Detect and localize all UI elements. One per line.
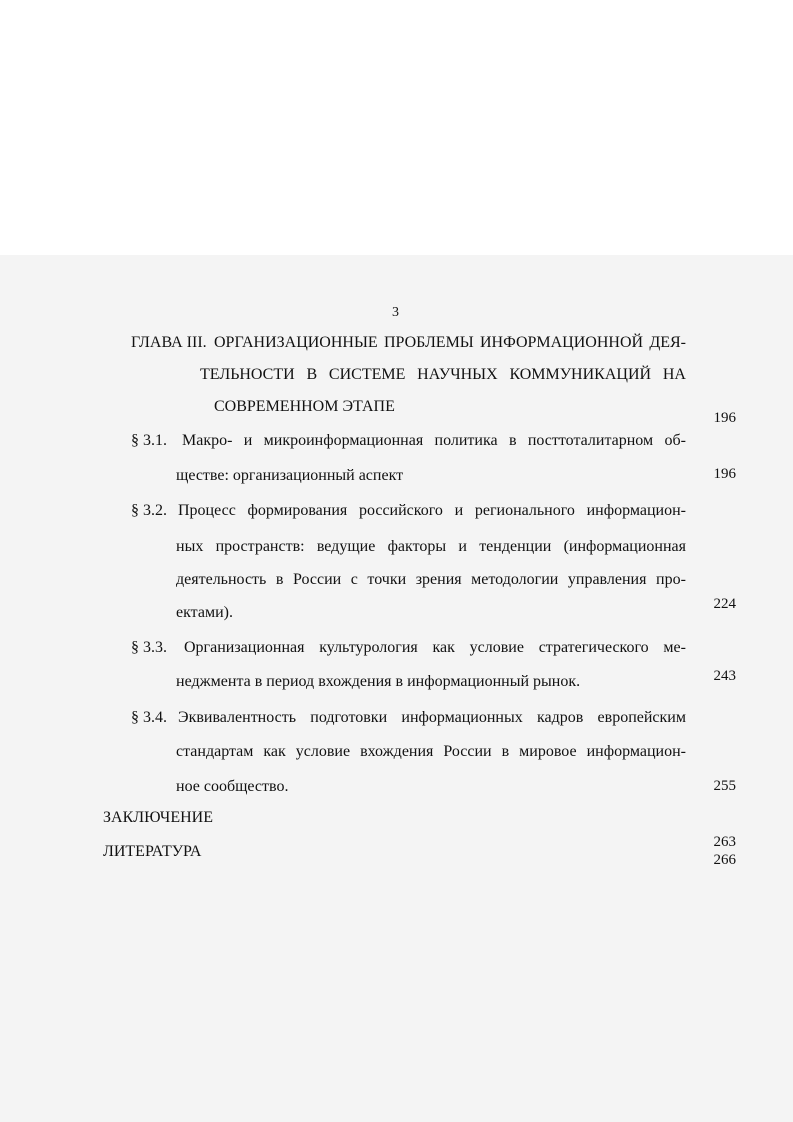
word: стандартам — [176, 743, 254, 760]
word: микроинформационная — [263, 432, 424, 449]
word: ДЕЯ- — [649, 334, 686, 351]
word: информацион- — [586, 502, 686, 519]
word: деятельность — [176, 571, 267, 588]
word: условие — [469, 639, 524, 656]
word: ПРОБЛЕМЫ — [383, 334, 474, 351]
word: ных — [176, 538, 204, 555]
section-title-line: ществе: организационный аспект — [176, 467, 404, 484]
conclusion-page-ref: 263 — [713, 834, 736, 850]
word: пространств: — [215, 538, 305, 555]
word: вхождения — [360, 743, 434, 760]
conclusion-label: ЗАКЛЮЧЕНИЕ — [103, 809, 213, 826]
chapter-page-ref: 196 — [713, 410, 736, 426]
word: посттоталитарном — [527, 432, 654, 449]
literature-label: ЛИТЕРАТУРА — [103, 843, 202, 860]
section-title-line — [176, 570, 686, 590]
word: кадров — [536, 709, 584, 726]
section-page-ref: 196 — [713, 466, 736, 482]
word: методологии — [471, 571, 559, 588]
word: России — [443, 743, 492, 760]
word: в — [275, 571, 284, 588]
word: российского — [358, 502, 443, 519]
section-number: § 3.3. — [131, 639, 167, 656]
section-title-line — [176, 537, 686, 557]
section-title-line — [178, 708, 686, 728]
word: подготовки — [310, 709, 388, 726]
word: об- — [664, 432, 686, 449]
word: в — [508, 432, 517, 449]
word: ОРГАНИЗАЦИОННЫЕ — [214, 334, 378, 351]
section-title-line — [184, 638, 686, 658]
word: политика — [434, 432, 498, 449]
word: В — [306, 366, 318, 383]
word: управления — [567, 571, 647, 588]
chapter-title-line-1 — [214, 333, 686, 353]
word: условие — [295, 743, 351, 760]
section-number: § 3.4. — [131, 709, 167, 726]
word: стратегического — [538, 639, 649, 656]
word: КОММУНИКАЦИЙ — [509, 366, 652, 383]
section-title-line: неджмента в период вхождения в информационный рынок. — [176, 673, 581, 690]
word: Процесс — [178, 502, 236, 519]
word: информационных — [401, 709, 523, 726]
word: НАУЧНЫХ — [417, 366, 498, 383]
word: как — [432, 639, 455, 656]
section-page-ref: 224 — [713, 596, 736, 612]
section-title-line: ектами). — [176, 604, 233, 621]
word: и — [243, 432, 253, 449]
chapter-label: ГЛАВА III. — [131, 334, 207, 351]
section-title-line: ное сообщество. — [176, 778, 289, 795]
word: Макро- — [182, 432, 233, 449]
word: России — [292, 571, 342, 588]
word: регионального — [474, 502, 575, 519]
word: НА — [662, 366, 686, 383]
word: европейским — [597, 709, 686, 726]
word: ИНФОРМАЦИОННОЙ — [480, 334, 644, 351]
word: тенденции — [479, 538, 552, 555]
section-title-line — [178, 501, 686, 521]
section-page-ref: 255 — [713, 778, 736, 794]
section-title-line — [182, 431, 686, 451]
word: формирования — [247, 502, 348, 519]
word: ТЕЛЬНОСТИ — [200, 366, 295, 383]
word: СИСТЕМЕ — [328, 366, 406, 383]
page-number: 3 — [392, 305, 399, 320]
word: и — [458, 538, 467, 555]
word: ме- — [663, 639, 686, 656]
section-page-ref: 243 — [713, 668, 736, 684]
word: в — [501, 743, 510, 760]
word: информацион- — [586, 743, 686, 760]
word: (информационная — [563, 538, 686, 555]
section-title-line — [176, 742, 686, 762]
word: как — [263, 743, 286, 760]
word: Эквивалентность — [178, 709, 297, 726]
section-number: § 3.1. — [131, 432, 167, 449]
word: Организационная — [184, 639, 305, 656]
word: культурология — [319, 639, 418, 656]
chapter-title-line-2 — [200, 365, 686, 385]
word: ведущие — [316, 538, 376, 555]
word: с — [350, 571, 358, 588]
word: зрения — [415, 571, 462, 588]
chapter-title-line-3: СОВРЕМЕННОМ ЭТАПЕ — [214, 398, 395, 415]
literature-page-ref: 266 — [713, 852, 736, 868]
word: и — [454, 502, 464, 519]
word: мировое — [519, 743, 577, 760]
word: про- — [656, 571, 686, 588]
word: факторы — [387, 538, 447, 555]
word: точки — [367, 571, 407, 588]
section-number: § 3.2. — [131, 502, 167, 519]
